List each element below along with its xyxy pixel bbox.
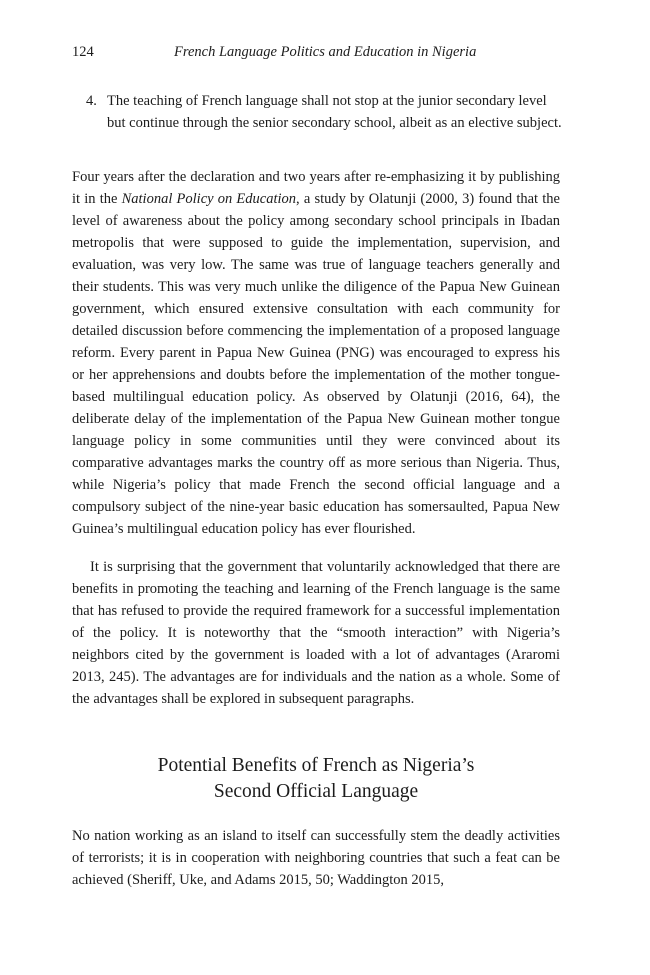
section-heading — [72, 753, 560, 805]
running-header — [72, 44, 562, 68]
numbered-list-item — [72, 90, 572, 134]
running-title: French Language Politics and Education in Nigeria — [174, 44, 477, 60]
section-heading-line-1: Potential Benefits of French as Nigeria’s — [157, 755, 475, 776]
body-paragraph-1 — [72, 166, 560, 540]
list-item-number: 4. — [86, 93, 97, 109]
body-paragraph-3: No nation working as an island to itself can successfully stem the deadly activities of terrorists; it is in cooperation with neighboring countries that such a feat can be achieved (Sheriff, Uke, and Adams 2015, 50; Waddington 2015, — [72, 828, 560, 888]
page-number: 124 — [72, 44, 94, 60]
list-item-text: The teaching of French language shall not stop at the junior secondary level but continue through the senior secondary school, albeit as an elective subject. — [107, 93, 562, 131]
paragraph-text: , a study by Olatunji (2000, 3) found that the level of awareness about the policy among secondary school principals in Ibadan metropolis that were supposed to guide the implementation, supervision, and evaluation, was very low. The same was true of language teachers generally and their students. This was very much unlike the diligence of the Papua New Guinean government, which ensured extensive consultation with each community for detailed discussion before commencing the implementation of a proposed language reform. Every parent in Papua New Guinea (PNG) was encouraged to express his or her apprehensions and doubts before the implementation of the mother tongue-based multilingual education policy. As observed by Olatunji (2016, 64), the deliberate delay of the implementation of the Papua New Guinean mother tongue language policy in some communities until they were convinced about its comparative advantages marks the country off as more serious than Nigeria. Thus, while Nigeria’s policy that made French the second official language and a compulsory subject of the nine-year basic education has somersaulted, Papua New Guinea’s multilingual education policy has ever flourished. — [72, 191, 560, 537]
publication-title: National Policy on Education — [121, 191, 297, 207]
section-heading-line-2: Second Official Language — [213, 781, 419, 802]
paragraph-text: Four years after the declaration and two years after re-emphasizing it by publishing it in the — [72, 169, 560, 207]
body-paragraph-2: It is surprising that the government that voluntarily acknowledged that there are benefits in promoting the teaching and learning of the French language is the same that has refused to provide the required framework for a successful implementation of the policy. It is noteworthy that the “smooth interaction” with Nigeria’s neighbors cited by the government is loaded with a lot of advantages (Araromi 2013, 245). The advantages are for individuals and the nation as a whole. Some of the advantages shall be explored in subsequent paragraphs. — [72, 559, 560, 707]
